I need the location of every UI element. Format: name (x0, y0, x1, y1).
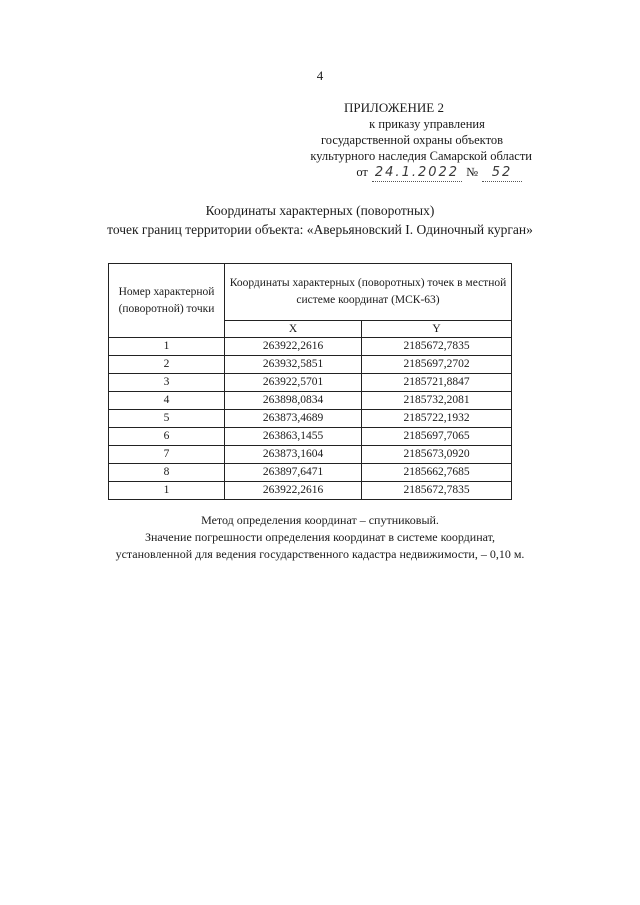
cell-y: 2185662,7685 (362, 464, 512, 482)
footer-line-3: установленной для ведения государственного кадастра недвижимости, – 0,10 м. (115, 547, 525, 561)
cell-point: 3 (109, 374, 225, 392)
page-number: 4 (316, 68, 324, 83)
cell-point: 1 (109, 482, 225, 500)
cell-x: 263932,5851 (225, 356, 362, 374)
cell-y: 2185697,2702 (362, 356, 512, 374)
table-row (109, 446, 512, 464)
appendix-line-2: государственной охраны объектов (320, 133, 504, 147)
cell-point: 5 (109, 410, 225, 428)
order-number: 52 (482, 165, 522, 182)
cell-y: 2185721,8847 (362, 374, 512, 392)
footer-notes (0, 512, 640, 563)
cell-y: 2185673,0920 (362, 446, 512, 464)
cell-x: 263898,0834 (225, 392, 362, 410)
cell-point: 1 (109, 338, 225, 356)
cell-x: 263922,5701 (225, 374, 362, 392)
footer-line-1: Метод определения координат – спутниковый. (201, 513, 439, 527)
number-prefix: № (466, 165, 478, 179)
cell-y: 2185732,2081 (362, 392, 512, 410)
footer-line-2: Значение погрешности определения координат в системе координат, (144, 530, 495, 544)
table-row (109, 410, 512, 428)
table-row (109, 428, 512, 446)
cell-y: 2185722,1932 (362, 410, 512, 428)
appendix-date-line (232, 164, 522, 182)
cell-x: 263873,4689 (225, 410, 362, 428)
cell-x: 263922,2616 (225, 482, 362, 500)
cell-x: 263897,6471 (225, 464, 362, 482)
cell-point: 2 (109, 356, 225, 374)
cell-point: 7 (109, 446, 225, 464)
date-prefix: от (356, 165, 368, 179)
cell-x: 263922,2616 (225, 338, 362, 356)
header-x: X (225, 321, 362, 338)
table-row (109, 482, 512, 500)
table-row (109, 464, 512, 482)
heading-line-1: Координаты характерных (поворотных) (205, 203, 435, 218)
header-coordinates: Координаты характерных (поворотных) точек в местной системе координат (МСК-63) (225, 264, 512, 321)
cell-point: 8 (109, 464, 225, 482)
coordinates-table (108, 263, 512, 500)
header-point-number: Номер характерной (поворотной) точки (109, 264, 225, 338)
table-row (109, 356, 512, 374)
cell-y: 2185672,7835 (362, 482, 512, 500)
cell-x: 263863,1455 (225, 428, 362, 446)
cell-point: 4 (109, 392, 225, 410)
order-date: 24.1.2022 (372, 165, 462, 182)
document-heading (0, 201, 640, 239)
cell-x: 263873,1604 (225, 446, 362, 464)
header-y: Y (362, 321, 512, 338)
coordinates-rows (109, 338, 512, 500)
cell-point: 6 (109, 428, 225, 446)
appendix-line-1: к приказу управления (369, 117, 485, 131)
appendix-line-3: культурного наследия Самарской области (310, 149, 532, 163)
table-row (109, 392, 512, 410)
cell-y: 2185672,7835 (362, 338, 512, 356)
table-row (109, 374, 512, 392)
heading-line-2: точек границ территории объекта: «Аверьяновский I. Одиночный курган» (107, 222, 533, 237)
table-row (109, 338, 512, 356)
appendix-title: ПРИЛОЖЕНИЕ 2 (344, 100, 444, 115)
cell-y: 2185697,7065 (362, 428, 512, 446)
appendix-block (232, 100, 532, 182)
